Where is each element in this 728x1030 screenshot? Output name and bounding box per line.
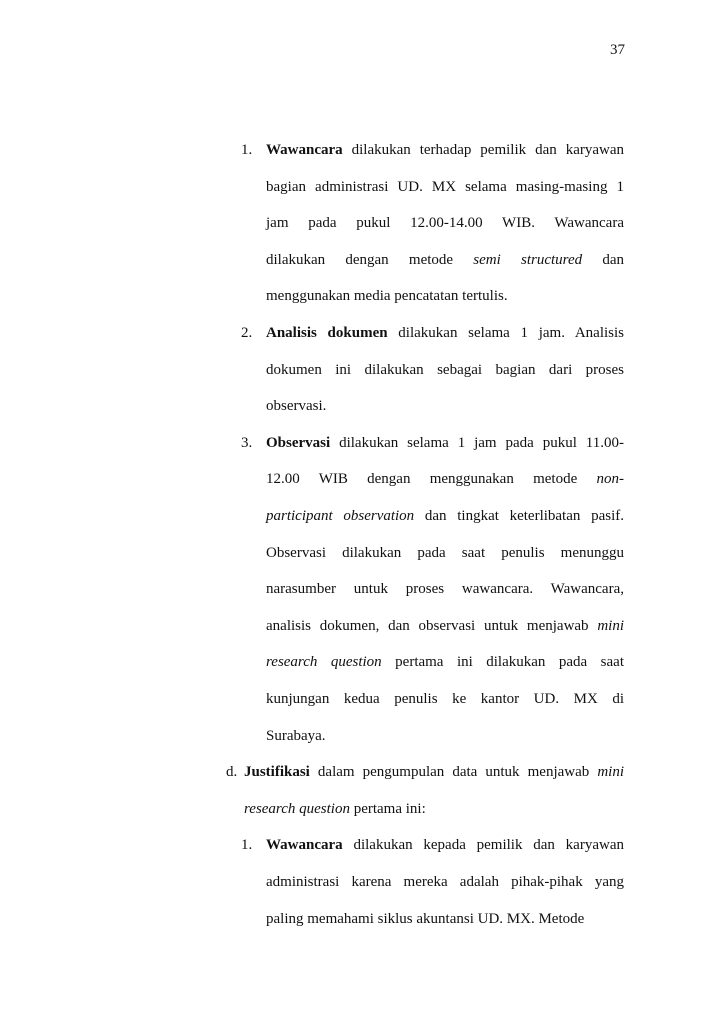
list-c-item-line [266,470,624,488]
text-run: administrasi karena mereka adalah pihak-pihak yang [266,874,624,890]
list-c-item-line [266,507,624,525]
list-c-item-line [266,690,624,708]
italic-term: mini [597,764,624,781]
list-c-item-line [266,141,624,159]
text-run: paling memahami siklus akuntansi UD. MX. Metode [266,910,585,927]
text-run: dilakukan dengan metode [266,251,474,268]
text-run: Observasi dilakukan pada saat penulis menunggu [266,544,624,561]
list-c-item-line [266,617,624,635]
text-run: menggunakan media pencatatan tertulis. [266,288,508,305]
section-d-line [244,763,624,781]
text-run: pertama ini dilakukan pada saat [381,654,624,671]
list-c-item-line [266,251,624,269]
text-run: dalam pengumpulan data untuk menjawab [309,764,598,781]
italic-term: mini [597,617,624,634]
list-c-item-number: 3. [241,434,253,451]
list-d-item-number: 1. [241,837,253,854]
text-run: jam pada pukul 12.00-14.00 WIB. Wawancara [266,215,624,232]
text-run: dokumen ini dilakukan sebagai bagian dari proses [266,361,624,378]
text-run: dan tingkat keterlibatan pasif. [414,508,624,524]
list-c-item-number: 2. [241,325,253,341]
list-d-item-line [266,910,584,928]
text-run: dan [582,251,624,268]
italic-term: research question [266,654,382,671]
text-run: bagian administrasi UD. MX selama masing-masing 1 [266,178,624,195]
italic-term: participant observation [266,508,415,524]
text-run: dilakukan terhadap pemilik dan karyawan [342,142,624,158]
text-run: Surabaya. [266,727,326,744]
bold-term: Analisis dokumen [266,325,388,341]
text-run: observasi. [266,398,327,415]
list-c-item-line [266,324,624,342]
list-c-item-line [266,178,624,196]
text-run: dilakukan selama 1 jam. Analisis [387,325,625,341]
text-run: narasumber untuk proses wawancara. Wawancara, [266,581,624,598]
list-c-item-line [266,361,624,379]
list-c-item-number: 1. [241,142,253,158]
italic-term: non- [596,471,624,488]
list-c-item-line [266,397,326,415]
list-d-item-line [266,873,624,891]
list-c-item-line [266,727,326,745]
list-c-item-line [266,544,624,562]
italic-term: research question [244,800,350,817]
bold-term: Wawancara [266,142,343,158]
bold-term: Observasi [266,434,331,451]
list-c-item-line [266,434,624,452]
section-d-line [244,800,426,818]
text-run: kunjungan kedua penulis ke kantor UD. MX di [266,691,624,707]
page-number: 37 [610,42,625,58]
text-run: dilakukan selama 1 jam pada pukul 11.00- [330,434,624,451]
list-c-item-line [266,214,624,232]
italic-term: semi structured [473,251,583,268]
list-d-item-line [266,836,624,854]
list-c-item-line [266,580,624,598]
text-run: analisis dokumen, dan observasi untuk menjawab [266,617,598,634]
text-run: 12.00 WIB dengan menggunakan metode [266,471,597,488]
text-run: dilakukan kepada pemilik dan karyawan [342,837,624,854]
bold-term: Wawancara [266,837,343,854]
text-run: pertama ini: [349,800,426,817]
list-c-item-line [266,653,624,671]
list-c-item-line [266,287,508,305]
bold-term: Justifikasi [244,764,310,781]
section-d-letter: d. [226,764,238,781]
